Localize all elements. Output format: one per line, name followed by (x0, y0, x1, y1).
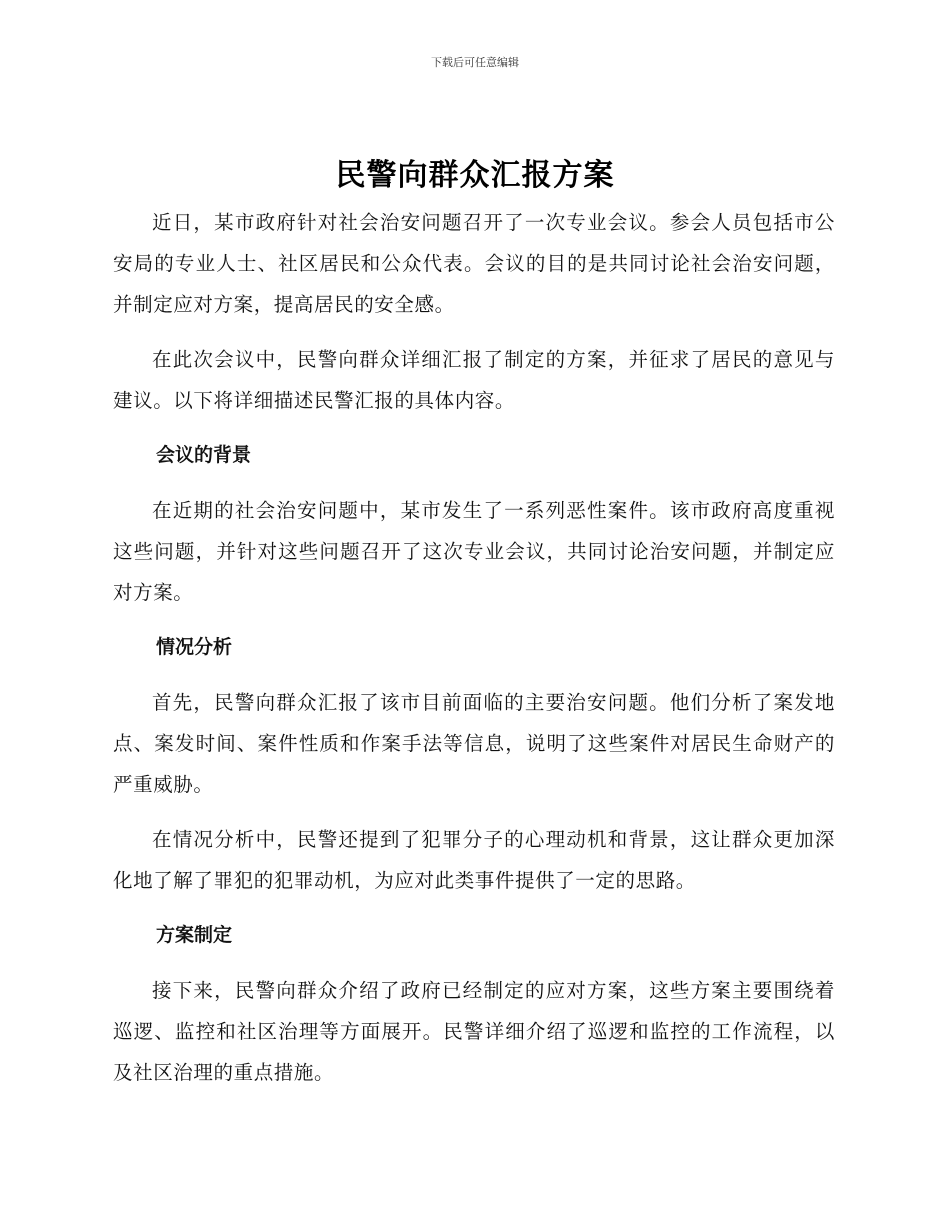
section-heading-analysis: 情况分析 (156, 636, 233, 658)
document-body (113, 202, 835, 1107)
intro-paragraph: 近日，某市政府针对社会治安问题召开了一次专业会议。参会人员包括市公安局的专业人士、社区居民和公众代表。会议的目的是共同讨论社会治安问题，并制定应对方案，提高居民的安全感。 (113, 211, 835, 316)
section-heading-background: 会议的背景 (156, 444, 252, 466)
section-paragraph: 在情况分析中，民警还提到了犯罪分子的心理动机和背景，这让群众更加深化地了解了罪犯的犯罪动机，为应对此类事件提供了一定的思路。 (113, 828, 835, 892)
section-paragraph: 首先，民警向群众汇报了该市目前面临的主要治安问题。他们分析了案发地点、案发时间、案件性质和作案手法等信息，说明了这些案件对居民生命财产的严重威胁。 (113, 691, 835, 796)
intro-paragraph: 在此次会议中，民警向群众详细汇报了制定的方案，并征求了居民的意见与建议。以下将详细描述民警汇报的具体内容。 (113, 348, 835, 412)
header-note: 下载后可任意编辑 (431, 56, 519, 69)
document-title: 民警向群众汇报方案 (335, 158, 615, 193)
section-paragraph: 接下来，民警向群众介绍了政府已经制定的应对方案，这些方案主要围绕着巡逻、监控和社区治理等方面展开。民警详细介绍了巡逻和监控的工作流程，以及社区治理的重点措施。 (113, 979, 835, 1084)
section-heading-plan: 方案制定 (156, 924, 233, 946)
section-paragraph: 在近期的社会治安问题中，某市发生了一系列恶性案件。该市政府高度重视这些问题，并针对这些问题召开了这次专业会议，共同讨论治安问题，并制定应对方案。 (113, 499, 835, 604)
